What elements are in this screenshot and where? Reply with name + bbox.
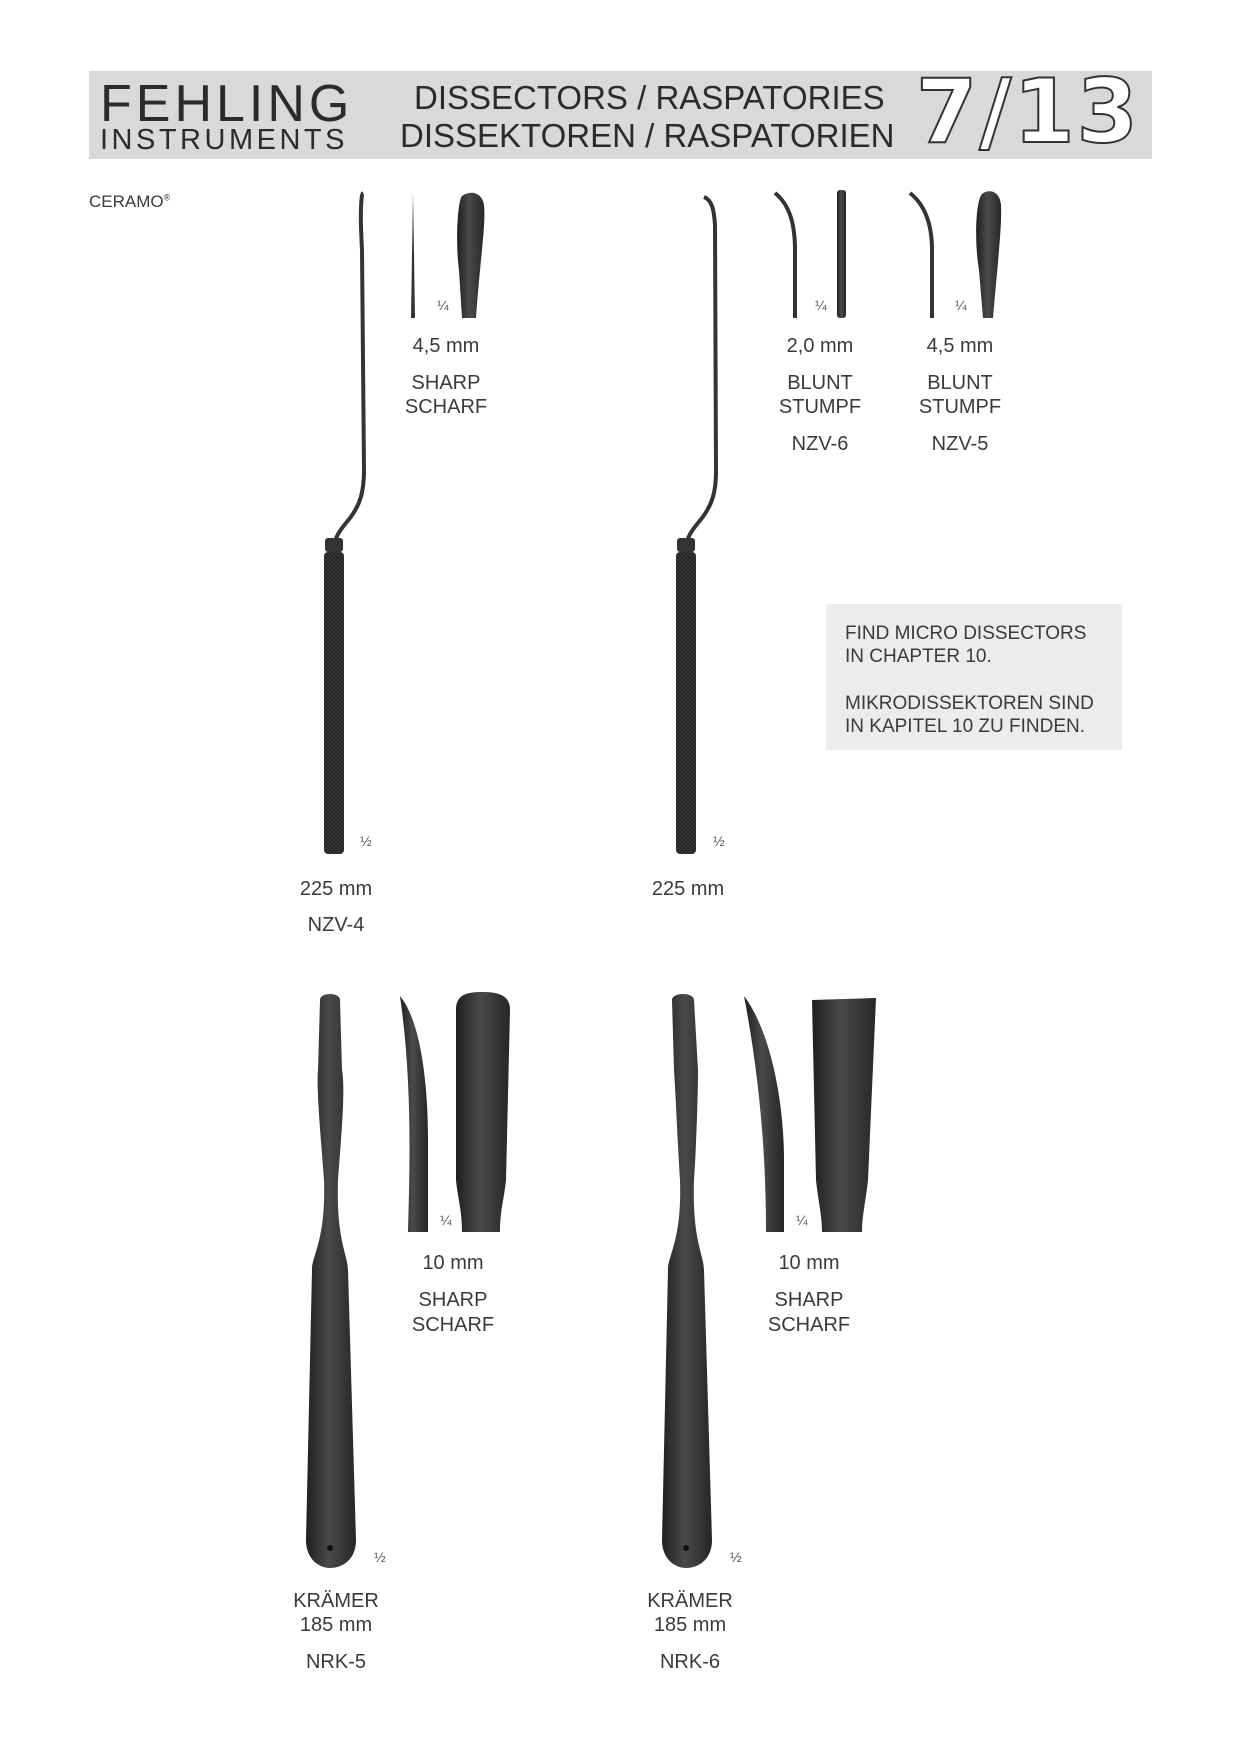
page-number: 7/13 bbox=[916, 60, 1140, 163]
nzv-5-tip-front-view bbox=[976, 191, 1001, 318]
info-line-1: FIND MICRO DISSECTORS bbox=[845, 623, 1087, 644]
ceramo-label: CERAMO® bbox=[89, 192, 171, 211]
info-line-2: IN CHAPTER 10. bbox=[845, 646, 992, 667]
nzv-5-tip-side-view bbox=[910, 193, 932, 318]
nzv-4-tip-front-view bbox=[457, 193, 484, 318]
nzv-6-tip-width: 2,0 mm bbox=[786, 335, 854, 357]
nrk-5-tip-type-en: SHARP bbox=[418, 1289, 488, 1311]
nzv-6-tip-type-de: STUMPF bbox=[778, 396, 862, 418]
nzv-4-instrument bbox=[324, 192, 364, 855]
nrk-6-handle-scale: ½ bbox=[730, 1549, 742, 1565]
title-german: DISSEKTOREN / RASPATORIEN bbox=[400, 117, 895, 154]
nzv-4-tip-type-de: SCHARF bbox=[404, 396, 488, 418]
nrk-5-name: KRÄMER bbox=[293, 1590, 379, 1612]
nzv-6-tip-scale: ¼ bbox=[815, 297, 827, 313]
nzv-6-tip-front-view bbox=[837, 190, 846, 318]
nrk-5-length: 185 mm bbox=[299, 1614, 373, 1636]
nzv-6-tip-type-en: BLUNT bbox=[787, 372, 853, 394]
nrk-5-tip-width: 10 mm bbox=[422, 1252, 484, 1274]
info-line-3: MIKRODISSEKTOREN SIND bbox=[845, 693, 1094, 714]
nrk-6-code: NRK-6 bbox=[659, 1651, 720, 1673]
nzv-4-length: 225 mm bbox=[299, 878, 373, 900]
nrk-6-instrument bbox=[662, 994, 712, 1568]
nrk-6-tip-front-view bbox=[812, 998, 876, 1232]
nzv-5-tip-type-en: BLUNT bbox=[927, 372, 993, 394]
nzv-6-tip-side-view bbox=[775, 193, 795, 318]
nrk-6-length: 185 mm bbox=[653, 1614, 727, 1636]
brand-name: FEHLING bbox=[100, 75, 354, 133]
title-english: DISSECTORS / RASPATORIES bbox=[414, 79, 885, 116]
nrk-5-instrument bbox=[306, 994, 356, 1568]
nrk-5-tip-scale: ¼ bbox=[440, 1212, 452, 1228]
nzv-5-tip-type-de: STUMPF bbox=[918, 396, 1002, 418]
nzv-4-tip-scale: ¼ bbox=[437, 297, 449, 313]
nzv-4-tip-side-view bbox=[411, 193, 415, 318]
nzv-5-6-length: 225 mm bbox=[651, 878, 725, 900]
nrk-5-tip-front-view bbox=[456, 992, 510, 1232]
nzv-4-handle-scale: ½ bbox=[360, 833, 372, 849]
nzv-5-tip-scale: ¼ bbox=[955, 297, 967, 313]
nrk-5-tip-side-view bbox=[400, 996, 428, 1232]
nzv-6-code: NZV-6 bbox=[791, 433, 849, 455]
nrk-6-tip-type-de: SCHARF bbox=[767, 1314, 851, 1336]
nrk-6-tip-scale: ¼ bbox=[796, 1212, 808, 1228]
nrk-6-tip-width: 10 mm bbox=[778, 1252, 840, 1274]
nzv-4-code: NZV-4 bbox=[307, 914, 365, 936]
registered-mark: ® bbox=[163, 192, 171, 203]
nrk-6-tip-side-view bbox=[744, 996, 784, 1232]
brand-subtitle: INSTRUMENTS bbox=[100, 124, 348, 156]
nzv-5-6-handle-scale: ½ bbox=[713, 833, 725, 849]
nzv-4-tip-width: 4,5 mm bbox=[412, 335, 480, 357]
nzv-5-6-instrument bbox=[676, 197, 716, 854]
info-line-4: IN KAPITEL 10 ZU FINDEN. bbox=[845, 716, 1086, 737]
nzv-5-code: NZV-5 bbox=[931, 433, 989, 455]
nrk-6-name: KRÄMER bbox=[647, 1590, 733, 1612]
nzv-5-tip-width: 4,5 mm bbox=[926, 335, 994, 357]
nrk-5-tip-type-de: SCHARF bbox=[411, 1314, 495, 1336]
nrk-5-code: NRK-5 bbox=[305, 1651, 366, 1673]
nrk-6-tip-type-en: SHARP bbox=[774, 1289, 844, 1311]
nrk-5-handle-scale: ½ bbox=[374, 1549, 386, 1565]
nzv-4-tip-type-en: SHARP bbox=[411, 372, 481, 394]
